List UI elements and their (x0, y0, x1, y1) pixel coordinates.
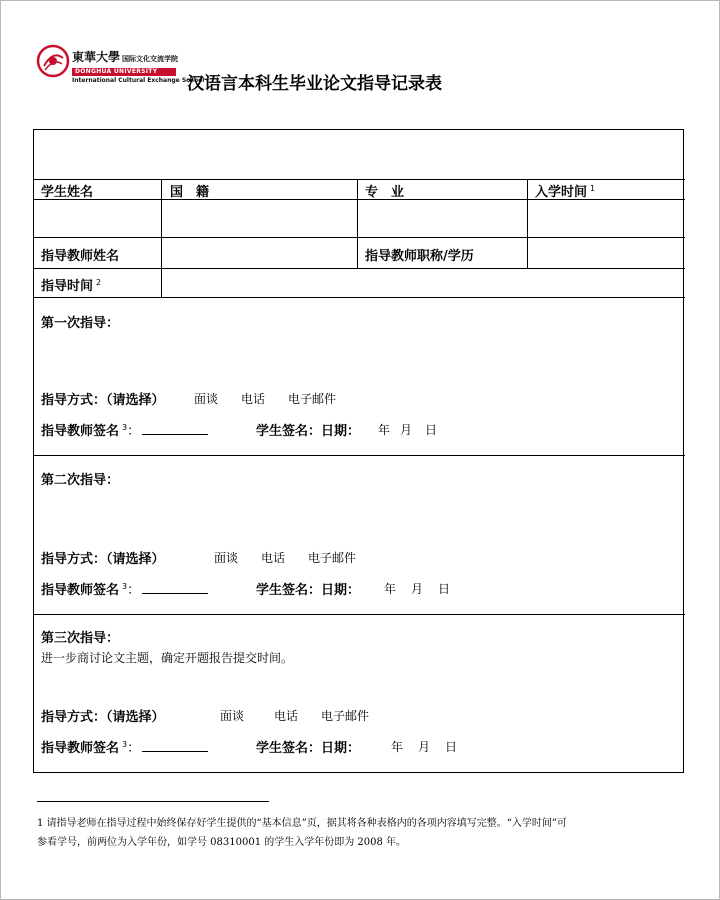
university-logo-icon (36, 44, 70, 78)
enroll-time-label: 入学时间 $^1$ (535, 183, 596, 200)
logo-text-cn: 東華大學 国际文化交流学院 (72, 50, 179, 64)
footnote-line-2: 参看学号，前两位为入学年份，如学号 08310001 的学生入学年份即为 2008 年。 (37, 837, 407, 848)
session-2-option-face[interactable]: 面谈 (214, 551, 239, 565)
guide-time-label: 指导时间 $^2$ (41, 277, 102, 294)
session-1-option-face[interactable]: 面谈 (194, 392, 219, 406)
advisor-name-label: 指导教师姓名 (41, 249, 120, 264)
session-3-day: 日 (445, 740, 458, 754)
advisor-title-label: 指导教师职称/学历 (365, 249, 474, 264)
session-3-month: 月 (418, 740, 431, 754)
session-3-method-label: 指导方式：（请选择） (41, 710, 165, 725)
session-3-year: 年 (391, 740, 404, 754)
session-1-method-label: 指导方式：（请选择） (41, 393, 165, 408)
session-2-option-phone[interactable]: 电话 (261, 551, 286, 565)
session-3-heading: 第三次指导： (41, 631, 120, 646)
session-2-day: 日 (438, 582, 451, 596)
session-3-option-face[interactable]: 面谈 (220, 709, 245, 723)
session-2-heading: 第二次指导： (41, 473, 120, 488)
session-3-signature-line[interactable] (142, 739, 208, 752)
session-1-student-sign: 学生签名：日期： (256, 424, 361, 439)
session-2-month: 月 (411, 582, 424, 596)
major-label: 专 业 (365, 185, 405, 200)
logo-text-en: International Cultural Exchange School (72, 77, 205, 84)
session-1-year: 年 (378, 423, 391, 437)
student-name-label: 学生姓名 (41, 185, 94, 200)
session-1-teacher-sign: 指导教师签名 $^3$： (41, 420, 208, 439)
logo-band: DONGHUA UNIVERSITY (72, 68, 176, 76)
session-3-option-email[interactable]: 电子邮件 (321, 709, 370, 723)
session-1-heading: 第一次指导： (41, 316, 120, 331)
session-3-teacher-sign: 指导教师签名 $^3$： (41, 737, 208, 756)
footnote (37, 814, 677, 852)
footnote-line-1: 1 请指导老师在指导过程中始终保存好学生提供的“基本信息”页，据其将各种表格内的各项内容填写完整。“入学时间”可 (37, 818, 568, 829)
session-3-student-sign: 学生签名：日期： (256, 741, 361, 756)
session-3-option-phone[interactable]: 电话 (274, 709, 299, 723)
session-2-year: 年 (384, 582, 397, 596)
document-header (36, 44, 676, 94)
nationality-label: 国 籍 (170, 185, 210, 200)
session-1-month: 月 (400, 423, 413, 437)
session-2-signature-line[interactable] (142, 581, 208, 594)
session-3-content: 进一步商讨论文主题，确定开题报告提交时间。 (41, 651, 294, 665)
guidance-record-form (33, 129, 684, 773)
session-1-option-phone[interactable]: 电话 (241, 392, 266, 406)
session-1-option-email[interactable]: 电子邮件 (288, 392, 337, 406)
session-2-method-label: 指导方式：（请选择） (41, 552, 165, 567)
document-title: 汉语言本科生毕业论文指导记录表 (187, 74, 442, 94)
session-2-option-email[interactable]: 电子邮件 (308, 551, 357, 565)
session-1-signature-line[interactable] (142, 422, 208, 435)
session-2-teacher-sign: 指导教师签名 $^3$： (41, 579, 208, 598)
session-1-day: 日 (425, 423, 438, 437)
session-2-student-sign: 学生签名：日期： (256, 583, 361, 598)
footnote-rule (37, 801, 269, 802)
